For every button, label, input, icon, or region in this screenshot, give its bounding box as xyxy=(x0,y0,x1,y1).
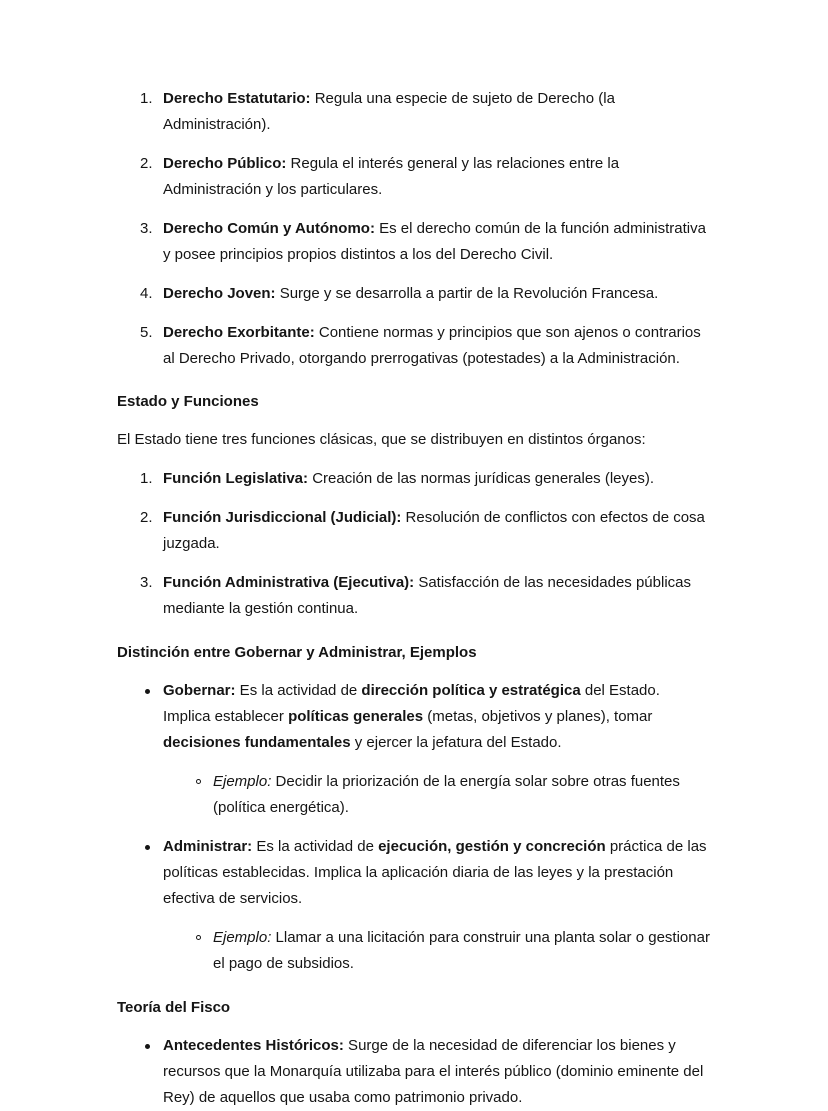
list-item xyxy=(117,834,711,977)
document-body xyxy=(117,86,711,1111)
list-item-term: Función Legislativa: xyxy=(163,470,309,487)
list-item-term: Derecho Joven: xyxy=(163,285,276,302)
caracteristicas-derecho-administrativo-list xyxy=(117,86,711,372)
list-item xyxy=(117,216,711,268)
gobernar-administrar-list xyxy=(117,678,711,977)
list-item xyxy=(117,570,711,622)
list-item-text: Satisfacción de las necesidades públicas mediante la gestión continua. xyxy=(163,574,691,617)
sub-list-item-text: Decidir la priorización de la energía solar sobre otras fuentes (política energética). xyxy=(213,773,680,816)
list-item-text: Es el derecho común de la función administrativa y posee principios propios distintos a los del Derecho Civil. xyxy=(163,220,706,263)
text-run: ejecución, gestión y concreción xyxy=(378,838,606,855)
list-item xyxy=(117,1033,711,1111)
text-run: Es la actividad de xyxy=(235,682,362,699)
list-item-runs xyxy=(163,682,660,751)
text-run: Surge de la necesidad de diferenciar los bienes y recursos que la Monarquía utilizaba para el interés público (dominio eminente del Rey) de aquellos que usaba como patrimonio privado. xyxy=(163,1037,704,1106)
text-run: y ejercer la jefatura del Estado. xyxy=(350,734,562,751)
list-item-text: Regula una especie de sujeto de Derecho (la Administración). xyxy=(163,90,615,133)
sub-list-item xyxy=(163,769,711,821)
teoria-fisco-list xyxy=(117,1033,711,1111)
list-item-text: Regula el interés general y las relaciones entre la Administración y los particulares. xyxy=(163,155,620,198)
sub-bullet-list xyxy=(163,769,711,821)
list-item xyxy=(117,151,711,203)
list-item-term: Función Administrativa (Ejecutiva): xyxy=(163,574,415,591)
list-item xyxy=(117,320,711,372)
list-item-term: Gobernar: xyxy=(163,682,236,699)
text-run: (metas, objetivos y planes), tomar xyxy=(423,708,653,725)
list-item-term: Derecho Exorbitante: xyxy=(163,324,315,341)
sub-list-item-label: Ejemplo: xyxy=(213,773,272,790)
heading-teoria-del-fisco: Teoría del Fisco xyxy=(117,999,231,1016)
list-item xyxy=(117,678,711,821)
list-item xyxy=(117,505,711,557)
sub-list-item xyxy=(163,925,711,977)
text-run: dirección política y estratégica xyxy=(361,682,581,699)
list-item-term: Antecedentes Históricos: xyxy=(163,1037,344,1054)
list-item-term: Derecho Estatutario: xyxy=(163,90,311,107)
paragraph-estado-intro: El Estado tiene tres funciones clásicas, que se distribuyen en distintos órganos: xyxy=(117,431,646,448)
list-item-term: Derecho Público: xyxy=(163,155,287,172)
list-item xyxy=(117,281,711,307)
heading-distincion-gobernar-administrar: Distinción entre Gobernar y Administrar, Ejemplos xyxy=(117,644,477,661)
list-item-term: Derecho Común y Autónomo: xyxy=(163,220,375,237)
list-item xyxy=(117,466,711,492)
text-run: práctica de las políticas establecidas. Implica la aplicación diaria de las leyes y la prestación efectiva de servicios. xyxy=(163,838,707,907)
heading-estado-y-funciones: Estado y Funciones xyxy=(117,393,259,410)
list-item-term: Función Jurisdiccional (Judicial): xyxy=(163,509,402,526)
text-run: Es la actividad de xyxy=(252,838,379,855)
text-run: decisiones fundamentales xyxy=(163,734,351,751)
text-run: políticas generales xyxy=(288,708,424,725)
sub-list-item-label: Ejemplo: xyxy=(213,929,272,946)
list-item-text: Resolución de conflictos con efectos de cosa juzgada. xyxy=(163,509,705,552)
list-item-text: Surge y se desarrolla a partir de la Revolución Francesa. xyxy=(275,285,659,302)
list-item-term: Administrar: xyxy=(163,838,253,855)
text-run: del Estado. Implica establecer xyxy=(163,682,660,725)
list-item-text: Contiene normas y principios que son ajenos o contrarios al Derecho Privado, otorgando prerrogativas (potestades) a la Administración. xyxy=(163,324,701,367)
sub-bullet-list xyxy=(163,925,711,977)
sub-list-item-text: Llamar a una licitación para construir una planta solar o gestionar el pago de subsidios. xyxy=(213,929,710,972)
funciones-estado-list xyxy=(117,466,711,622)
list-item-text: Creación de las normas jurídicas generales (leyes). xyxy=(308,470,655,487)
list-item xyxy=(117,86,711,138)
